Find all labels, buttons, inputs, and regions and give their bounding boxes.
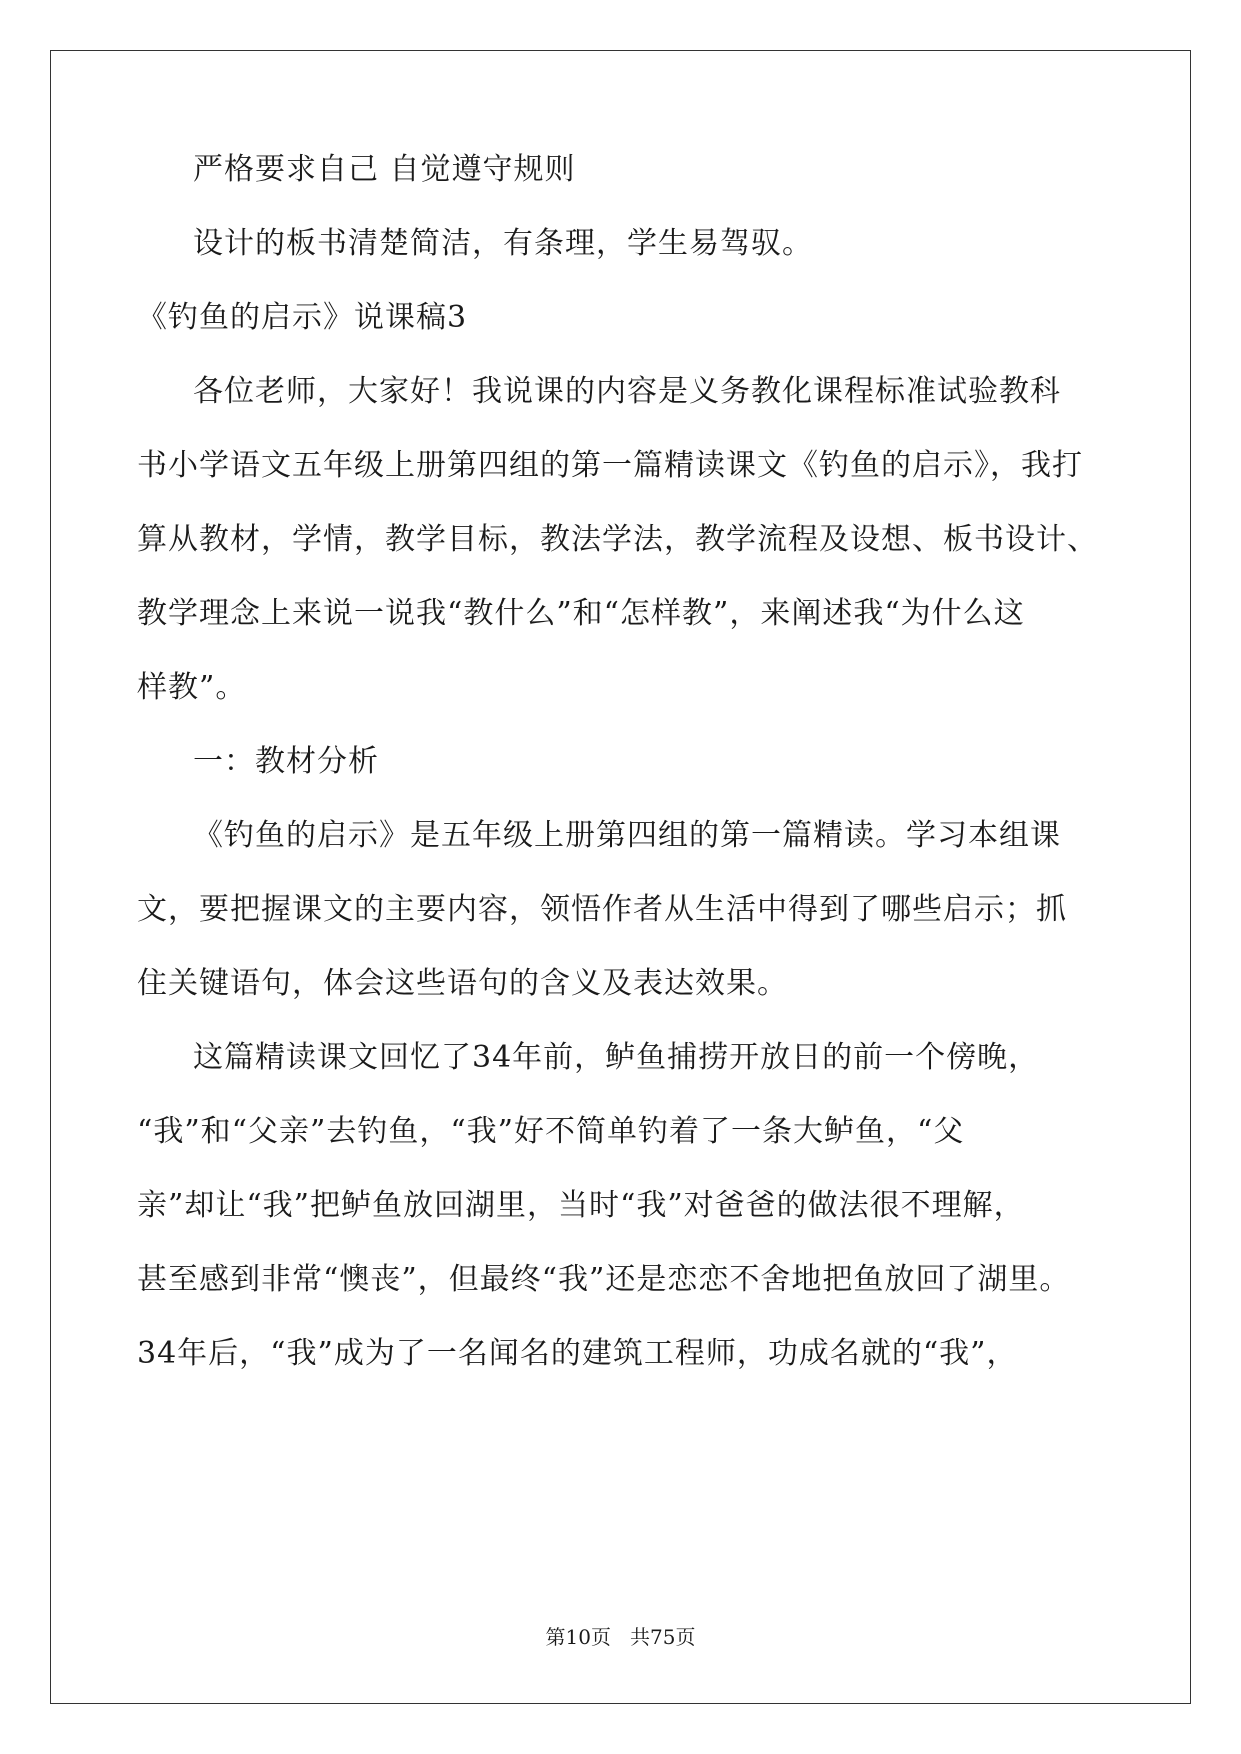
text-line-8: 样教”。 [137,670,247,705]
text-line-10: 《钓鱼的启示》是五年级上册第四组的第一篇精读。学习本组课 [193,818,1061,853]
text-line-1: 严格要求自己 自觉遵守规则 [193,152,576,187]
text-line-4: 各位老师，大家好！我说课的内容是义务教化课程标准试验教科 [193,374,1061,409]
text-line-2: 设计的板书清楚简洁，有条理，学生易驾驭。 [193,226,813,261]
text-line-11: 文，要把握课文的主要内容，领悟作者从生活中得到了哪些启示；抓 [137,892,1067,927]
text-line-7: 教学理念上来说一说我“教什么”和“怎样教”，来阐述我“为什么这 [137,596,1025,631]
text-line-17: 34年后，“我”成为了一名闻名的建筑工程师，功成名就的“我”， [137,1336,1018,1371]
page-number-footer: 第10页 共75页 [545,1625,696,1649]
text-line-6: 算从教材，学情，教学目标，教法学法，教学流程及设想、板书设计、 [137,522,1098,557]
section-heading: 《钓鱼的启示》说课稿3 [137,300,468,335]
text-line-14: “我”和“父亲”去钓鱼，“我”好不简单钓着了一条大鲈鱼，“父 [137,1114,965,1149]
text-line-15: 亲”却让“我”把鲈鱼放回湖里，当时“我”对爸爸的做法很不理解， [137,1188,1025,1223]
text-line-5: 书小学语文五年级上册第四组的第一篇精读课文《钓鱼的启示》，我打 [137,448,1083,483]
text-line-16: 甚至感到非常“懊丧”，但最终“我”还是恋恋不舍地把鱼放回了湖里。 [137,1262,1071,1297]
text-line-12: 住关键语句，体会这些语句的含义及表达效果。 [137,966,788,1001]
text-line-13: 这篇精读课文回忆了34年前，鲈鱼捕捞开放日的前一个傍晚， [193,1040,1040,1075]
subheading-textbook-analysis: 一：教材分析 [193,744,379,779]
